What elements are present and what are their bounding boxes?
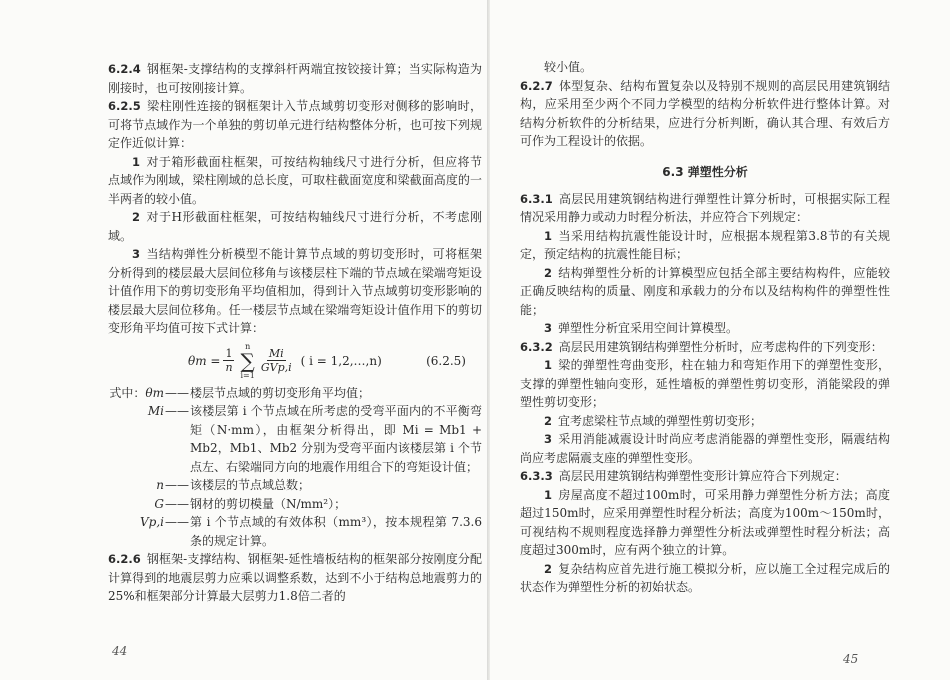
section-title: 6.3 弹塑性分析 <box>662 164 748 179</box>
definition-dash: —— <box>165 515 189 529</box>
clause-text: 钢框架-支撑结构的支撑斜杆两端宜按铰接计算；当实际构造为刚接时，也可按刚接计算。 <box>108 62 482 95</box>
item-number: 3 <box>544 432 553 446</box>
item-text: 弹塑性分析宜采用空间计算模型。 <box>558 321 739 335</box>
definition-symbol: Mi <box>147 404 164 418</box>
definition-dash: —— <box>165 496 189 511</box>
definition-lead: 式中： <box>109 385 146 400</box>
formula-lhs: θm = <box>188 353 221 368</box>
definition-dash: —— <box>165 385 189 400</box>
item-text: 对于箱形截面柱框架，可按结构轴线尺寸进行分析，但应将节点域作为刚域，梁柱刚域的总长度，可取柱截面宽度和梁截面高度的一半两者的较小值。 <box>108 154 482 206</box>
definition-dash: —— <box>165 404 189 418</box>
clause-text: 钢框架-支撑结构、钢框架-延性墙板结构的框架部分按刚度分配计算得到的地震层剪力应乘以调整系数，达到不小于结构总地震剪力的25%和框架部分计算最大层剪力1.8倍二者的 <box>108 552 482 603</box>
item-number: 1 <box>544 228 553 243</box>
item-text: 结构弹塑性分析的计算模型应包括全部主要结构构件，应能较正确反映结构的质量、刚度和承载力的分布以及结构构件的弹塑性性能； <box>520 265 890 317</box>
item-3 <box>520 430 890 467</box>
fraction-m-over-gv <box>261 347 292 374</box>
page-number-right: 45 <box>843 652 859 666</box>
formula-expression <box>188 342 382 380</box>
definition-text: 第 i 个节点域的有效体积（mm³），按本规程第 7.3.6 条的规定计算。 <box>190 515 482 548</box>
item-number: 3 <box>132 247 141 261</box>
item-text: 复杂结构应首先进行施工模拟分析，应以施工全过程完成后的状态作为弹塑性分析的初始状态。 <box>520 561 890 594</box>
clause-6-2-6 <box>108 550 482 606</box>
definition-dash: —— <box>165 478 189 492</box>
definition-text: 该楼层第 i 个节点域在所考虑的受弯平面内的不平衡弯矩（N·mm），由框架分析得出，即 Mi = Mb1 + Mb2，Mb1、Mb2 分别为受弯平面内该楼层第 i 个节点左、右梁端同方向的地震作用组合下的弯矩设计值； <box>190 404 482 474</box>
item-number: 3 <box>544 321 553 335</box>
item-number: 2 <box>544 561 553 576</box>
definition-text: 钢材的剪切模量（N/mm²）； <box>190 496 347 511</box>
item-number: 1 <box>544 358 553 372</box>
clause-text: 体型复杂、结构布置复杂以及特别不规则的高层民用建筑钢结构，应采用至少两个不同力学模型的结构分析软件进行整体计算。对结构分析软件的分析结果，应进行分析判断，确认其合理、有效后方可作为工程设计的依据。 <box>520 78 890 148</box>
summation-symbol <box>240 342 254 380</box>
item-number: 1 <box>544 487 553 502</box>
item-text: 宜考虑梁柱节点域的弹塑性剪切变形； <box>558 413 763 428</box>
symbol-definitions <box>108 384 482 551</box>
page-number-left: 44 <box>112 644 128 658</box>
sigma-upper-limit: n <box>245 341 251 351</box>
item-2 <box>520 560 890 597</box>
fraction-denominator: n <box>225 361 233 374</box>
fraction-numerator: 1 <box>225 347 233 360</box>
definition-text: 该楼层的节点域总数； <box>190 478 311 492</box>
definition-row <box>108 402 482 476</box>
clause-text: 高层民用建筑钢结构弹塑性分析时，应考虑构件的下列变形： <box>558 339 883 354</box>
right-page <box>490 0 950 680</box>
item-text: 房屋高度不超过100m时，可采用静力弹塑性分析方法；高度超过150m时，应采用弹塑性时程分析法；高度为100m～150m时，可视结构不规则程度选择静力弹塑性分析法或弹塑性时程分析法；高度超过300m时，应有两个独立的计算。 <box>520 487 890 557</box>
item-1 <box>520 356 890 412</box>
item-3 <box>108 245 482 338</box>
item-1 <box>108 153 482 209</box>
formula-condition: ( i = 1,2,…,n) <box>300 353 382 368</box>
sigma-lower-limit: i=1 <box>240 370 255 380</box>
clause-6-2-7 <box>520 77 890 151</box>
equation-number: (6.2.5) <box>426 353 466 368</box>
item-2 <box>520 412 890 431</box>
fraction-1-over-n <box>223 347 234 374</box>
definition-text: 楼层节点域的剪切变形角平均值； <box>190 385 371 400</box>
clause-number: 6.3.1 <box>520 191 553 206</box>
clause-6-3-3 <box>520 467 890 486</box>
clause-number: 6.2.4 <box>108 62 141 76</box>
clause-number: 6.3.3 <box>520 469 553 483</box>
clause-text: 高层民用建筑钢结构弹塑性变形计算应符合下列规定： <box>558 469 847 483</box>
fraction-denominator: GVp,i <box>260 361 292 374</box>
item-3 <box>520 319 890 338</box>
item-number: 2 <box>544 265 553 280</box>
item-text: 梁的弹塑性弯曲变形，柱在轴力和弯矩作用下的弹塑性变形，支撑的弹塑性轴向变形，延性墙板的弹塑性剪切变形，消能梁段的弹塑性剪切变形； <box>520 358 890 409</box>
clause-number: 6.2.5 <box>108 99 141 113</box>
item-text: 对于H形截面柱框架，可按结构轴线尺寸进行分析，不考虑刚域。 <box>108 210 482 243</box>
item-number: 2 <box>132 210 141 224</box>
item-text: 当采用结构抗震性能设计时，应根据本规程第3.8节的有关规定，预定结构的抗震性能目标； <box>520 228 890 261</box>
item-text: 当结构弹性分析模型不能计算节点域的剪切变形时，可将框架分析得到的楼层最大层间位移角与该楼层柱下端的节点域在梁端弯矩设计值作用下的剪切变形角平均值相加，得到计入节点域剪切变形影响的楼层最大层间位移角。任一楼层节点域在梁端弯矩设计值作用下的剪切变形角平均值可按下式计算： <box>108 247 482 335</box>
item-1 <box>520 227 890 264</box>
clause-number: 6.2.6 <box>108 552 141 566</box>
definition-row <box>108 384 482 403</box>
clause-number: 6.2.7 <box>520 78 553 93</box>
definition-symbol: n <box>156 478 164 492</box>
definition-row <box>108 513 482 550</box>
definition-row <box>108 495 482 514</box>
definition-symbol: 式中：θm <box>109 385 164 400</box>
definition-symbol: G <box>154 496 164 511</box>
clause-6-3-2 <box>520 338 890 357</box>
clause-text: 高层民用建筑钢结构进行弹塑性计算分析时，可根据实际工程情况采用静力或动力时程分析法，并应符合下列规定： <box>520 191 890 224</box>
clause-6-2-4 <box>108 60 482 97</box>
fraction-numerator: Mi <box>268 347 284 360</box>
item-1 <box>520 486 890 560</box>
item-2 <box>108 208 482 245</box>
definition-row <box>108 476 482 495</box>
clause-text: 梁柱刚性连接的钢框架计入节点域剪切变形对侧移的影响时，可将节点域作为一个单独的剪切单元进行结构整体分析，也可按下列规定作近似计算： <box>108 99 482 150</box>
item-2 <box>520 264 890 320</box>
item-number: 2 <box>544 413 553 428</box>
formula-6-2-5 <box>108 342 482 380</box>
item-number: 1 <box>132 154 141 169</box>
item-text: 采用消能减震设计时尚应考虑消能器的弹塑性变形，隔震结构尚应考虑隔震支座的弹塑性变形。 <box>520 432 890 465</box>
clause-number: 6.3.2 <box>520 339 553 354</box>
definition-symbol: Vp,i <box>140 515 164 529</box>
continued-text: 较小值。 <box>544 60 593 74</box>
clause-6-2-5 <box>108 97 482 153</box>
clause-6-3-1 <box>520 190 890 227</box>
sigma-icon: ∑ <box>240 348 255 373</box>
